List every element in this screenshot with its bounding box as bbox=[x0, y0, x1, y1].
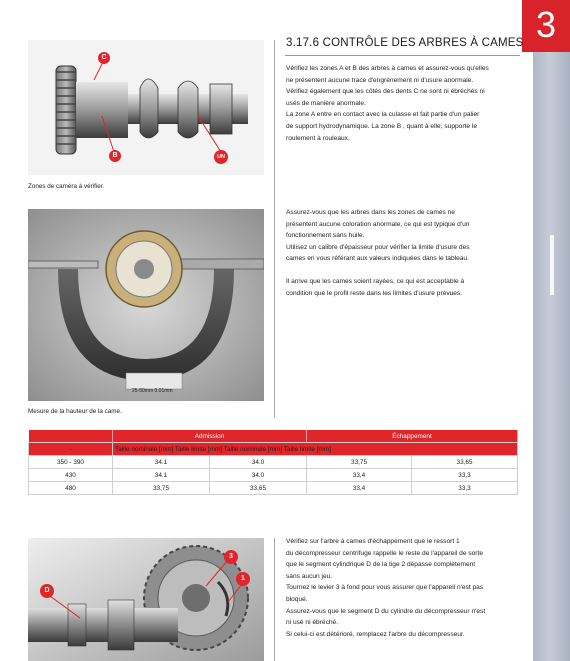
text-line: Vérifiez également que les côtés des dents C ne sont ni ébréchés ni bbox=[286, 88, 485, 96]
text-line: Vérifiez les zones A et B des arbres à cames et assurez-vous qu'elles bbox=[286, 65, 489, 72]
table-subheader-row bbox=[29, 443, 518, 456]
table-header-cell bbox=[29, 430, 113, 443]
table-cell: 34.1 bbox=[113, 456, 210, 469]
text-line: que le segment cylindrique D de la tige 2 dépasse complètement bbox=[286, 561, 476, 569]
micrometer-illustration bbox=[28, 209, 264, 401]
table-group-header-row bbox=[29, 430, 518, 443]
table-cell: 34.0 bbox=[210, 456, 307, 469]
column-divider-bottom bbox=[274, 538, 275, 661]
marker-1: 1 bbox=[236, 572, 250, 586]
marker-c: C bbox=[98, 52, 110, 64]
paragraph-coloration bbox=[286, 207, 516, 265]
column-divider-top bbox=[274, 40, 275, 418]
text-line: ni usé ni ébréché. bbox=[286, 619, 339, 627]
section-title: 3.17.6 CONTRÔLE DES ARBRES À CAMES bbox=[286, 37, 524, 49]
cam-height-table bbox=[28, 430, 518, 495]
table-cell: 33,4 bbox=[307, 469, 412, 482]
table-subheader-text: Taille nominale [mm] Taille limite [mm] Taille nominale [mm] Taille limite [mm] bbox=[113, 443, 518, 456]
text-line: Tournez le levier 3 à fond pour vous assurer que l'appareil n'est pas bbox=[286, 584, 484, 592]
side-strip bbox=[533, 52, 570, 661]
text-line: présentent aucune coloration anormale, ce qui est typique d'un bbox=[286, 220, 470, 228]
micrometer-photo bbox=[28, 209, 264, 401]
text-line: roulement à rouleaux. bbox=[286, 134, 350, 142]
paragraph-scratches bbox=[286, 276, 516, 299]
text-line: Si celui-ci est détérioré, remplacez l'arbre du décompresseur. bbox=[286, 630, 465, 638]
title-divider bbox=[285, 55, 520, 56]
text-line: Utilisez un calibre d'épaisseur pour vérifier la limite d'usure des bbox=[286, 243, 470, 251]
marker-3: 3 bbox=[224, 550, 238, 564]
chapter-number-tab: 3 bbox=[522, 0, 570, 52]
table-cell: 33,65 bbox=[412, 456, 518, 469]
table-cell: 34.1 bbox=[113, 469, 210, 482]
text-line: Vérifiez sur l'arbre à cames d'échappement que le ressort 1 bbox=[286, 538, 460, 545]
marker-b: B bbox=[109, 150, 121, 162]
table-header-exhaust: Échappement bbox=[307, 430, 518, 443]
table-cell: 33,4 bbox=[307, 482, 412, 495]
text-line: de support hydrodynamique. La zone B , quant à elle, supporte le bbox=[286, 122, 477, 130]
marker-un: UN bbox=[214, 150, 228, 164]
table-cell: 480 bbox=[29, 482, 113, 495]
text-line: condition que le profil reste dans les limites d'usure prévues. bbox=[286, 289, 463, 297]
text-line: Assurez-vous que les arbres dans les zones de cames ne bbox=[286, 209, 455, 216]
text-line: Il arrive que les cames soient rayées, ce qui est acceptable à bbox=[286, 278, 465, 285]
table-cell: 33,65 bbox=[210, 482, 307, 495]
table-row bbox=[29, 469, 518, 482]
table-subheader-first: - bbox=[29, 443, 113, 456]
text-line: cames en vous référant aux valeurs indiquées dans le tableau. bbox=[286, 255, 469, 263]
table-cell: 34.0 bbox=[210, 469, 307, 482]
text-line: bloqué. bbox=[286, 595, 308, 603]
marker-d: D bbox=[40, 584, 54, 598]
decompressor-photo bbox=[28, 538, 264, 661]
camshaft-photo bbox=[28, 40, 264, 175]
paragraph-zones-check bbox=[286, 63, 516, 144]
text-line: sans aucun jeu. bbox=[286, 572, 333, 580]
text-line: La zone A entre en contact avec la culasse et fait partie d'un palier bbox=[286, 111, 480, 119]
table-cell: 33,75 bbox=[307, 456, 412, 469]
text-line: fonctionnement sans huile. bbox=[286, 232, 365, 240]
text-line: usés de manière anormale. bbox=[286, 99, 366, 107]
text-line: ne présentent aucune trace d'engrènement ni d'usure anormale. bbox=[286, 76, 474, 84]
text-line: du décompresseur centrifuge rappelle le reste de l'appareil de sorte bbox=[286, 549, 483, 557]
figure-caption-1: Zones de caméra à vérifier. bbox=[28, 183, 105, 190]
text-line: Assurez-vous que le segment D du cylindre du décompresseur n'est bbox=[286, 607, 486, 615]
table-cell: 350 - 390 bbox=[29, 456, 113, 469]
table-cell: 33,3 bbox=[412, 482, 518, 495]
camshaft-illustration bbox=[28, 40, 264, 175]
micrometer-scale-text: 25-50mm 0.01mm bbox=[132, 388, 173, 394]
table-cell: 33,75 bbox=[113, 482, 210, 495]
table-cell: 430 bbox=[29, 469, 113, 482]
side-section-label bbox=[548, 235, 556, 295]
paragraph-decompressor bbox=[286, 536, 516, 640]
table-row bbox=[29, 482, 518, 495]
table-header-admission: Admission bbox=[113, 430, 307, 443]
table-row bbox=[29, 456, 518, 469]
table-cell: 33,3 bbox=[412, 469, 518, 482]
figure-caption-2: Mesure de la hauteur de la came. bbox=[28, 408, 122, 415]
